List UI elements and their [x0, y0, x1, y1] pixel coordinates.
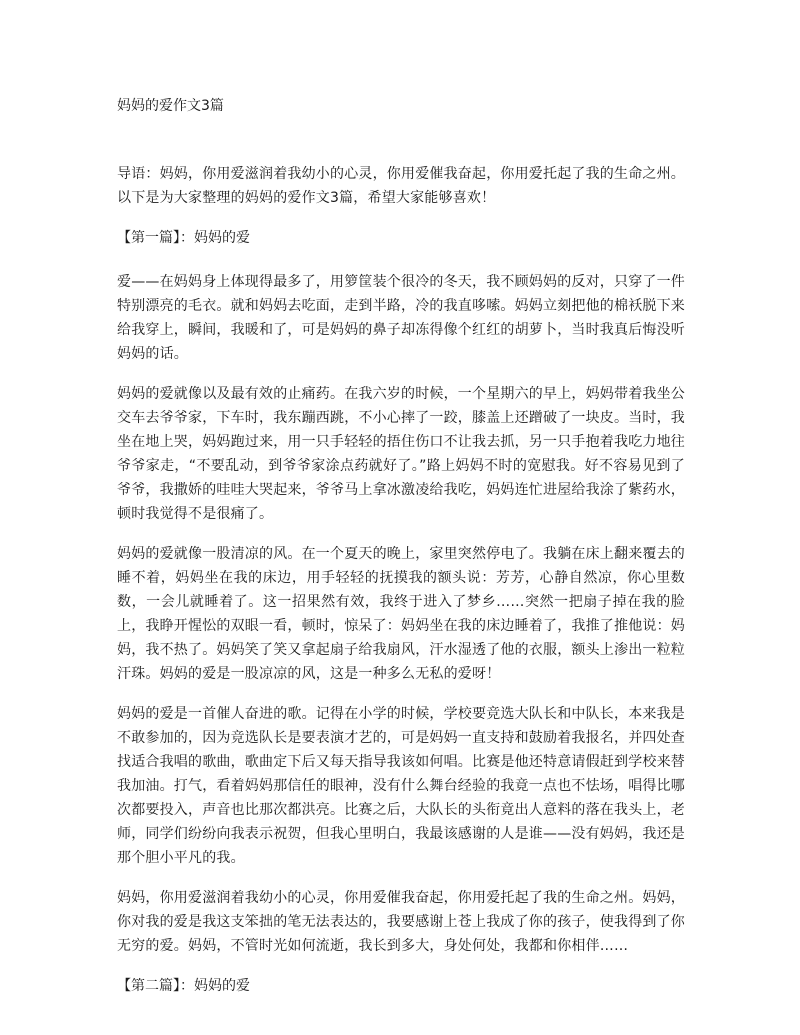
section-heading-1: 【第一篇】：妈妈的爱	[117, 230, 250, 246]
body-paragraph: 妈妈的爱就像以及最有效的止痛药。在我六岁的时候，一个星期六的早上，妈妈带着我坐公交车去爷爷家，下车时，我东蹦西跳，不小心摔了一跤，膝盖上还蹭破了一块皮。当时，我坐在地上哭，妈妈跑过来，用一只手轻轻的捂住伤口不让我去抓，另一只手抱着我吃力地往爷爷家走，“不要乱动，到爷爷家涂点药就好了。”路上妈妈不时的宽慰我。好不容易见到了爷爷，我撒娇的哇哇大哭起来，爷爷马上拿冰激凌给我吃，妈妈连忙进屋给我涂了紫药水，顿时我觉得不是很痛了。	[117, 386, 685, 522]
intro-paragraph: 导语：妈妈，你用爱滋润着我幼小的心灵，你用爱催我奋起，你用爱托起了我的生命之州。以下是为大家整理的妈妈的爱作文3篇，希望大家能够喜欢！	[117, 166, 685, 206]
document-title: 妈妈的爱作文3篇	[117, 98, 224, 114]
document-body	[117, 162, 685, 1018]
body-paragraph: 妈妈的爱就像一股清凉的风。在一个夏天的晚上，家里突然停电了。我躺在床上翻来覆去的睡不着，妈妈坐在我的床边，用手轻轻的抚摸我的额头说：芳芳，心静自然凉，你心里数数，一会儿就睡着了。这一招果然有效，我终于进入了梦乡……突然一把扇子掉在我的脸上，我睁开惺忪的双眼一看，顿时，惊呆了：妈妈坐在我的床边睡着了，我推了推他说：妈妈，我不热了。妈妈笑了笑又拿起扇子给我扇风，汗水湿透了他的衣服，额头上渗出一粒粒汗珠。妈妈的爱是一股凉凉的风，这是一种多么无私的爱呀！	[117, 546, 685, 682]
body-paragraph: 妈妈，你用爱滋润着我幼小的心灵，你用爱催我奋起，你用爱托起了我的生命之州。妈妈，你对我的爱是我这支笨拙的笔无法表达的，我要感谢上苍上我成了你的孩子，使我得到了你无穷的爱。妈妈，不管时光如何流逝，我长到多大，身处何处，我都和你相伴……	[117, 890, 685, 954]
body-paragraph: 爱——在妈妈身上体现得最多了，用箩筐装个很冷的冬天，我不顾妈妈的反对，只穿了一件特别漂亮的毛衣。就和妈妈去吃面，走到半路，冷的我直哆嗦。妈妈立刻把他的棉袄脱下来给我穿上，瞬间，我暖和了，可是妈妈的鼻子却冻得像个红红的胡萝卜，当时我真后悔没听妈妈的话。	[117, 274, 685, 362]
section-heading-2: 【第二篇】：妈妈的爱	[117, 978, 250, 994]
body-paragraph: 妈妈的爱是一首催人奋进的歌。记得在小学的时候，学校要竞选大队长和中队长，本来我是不敢参加的，因为竞选队长是要表演才艺的，可是妈妈一直支持和鼓励着我报名，并四处查找适合我唱的歌曲，歌曲定下后又每天指导我该如何唱。比赛是他还特意请假赶到学校来替我加油。打气，看着妈妈那信任的眼神，没有什么舞台经验的我竟一点也不怯场，唱得比哪次都要投入，声音也比那次都洪亮。比赛之后，大队长的头衔竟出人意料的落在我头上，老师，同学们纷纷向我表示祝贺，但我心里明白，我最该感谢的人是谁——没有妈妈，我还是那个胆小平凡的我。	[117, 706, 685, 866]
